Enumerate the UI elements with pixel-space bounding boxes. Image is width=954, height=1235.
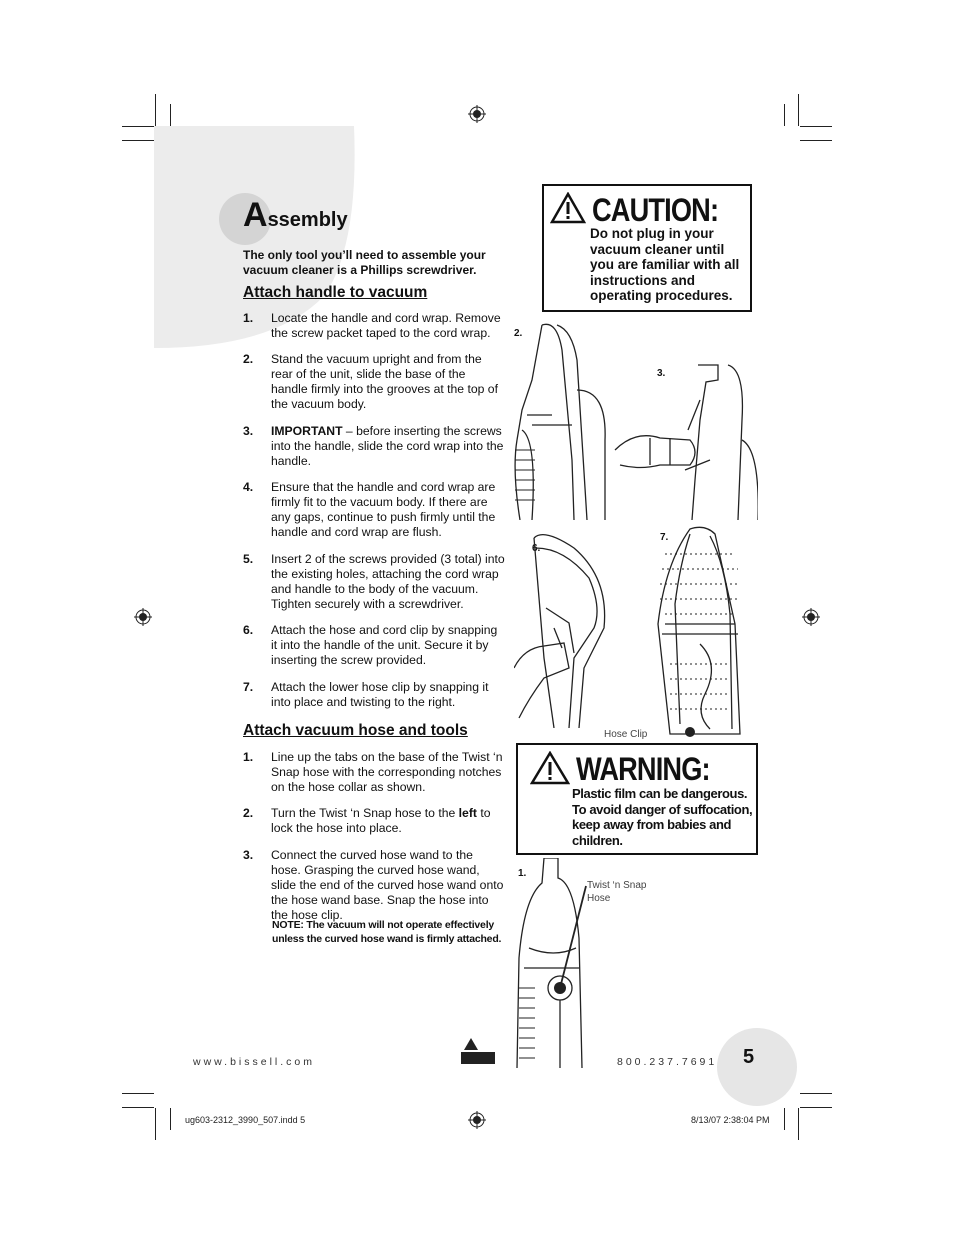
twist-snap-label: Twist ‘n Snap Hose: [587, 880, 647, 904]
crop-mark: [800, 140, 832, 141]
page-title: Assembly: [243, 196, 348, 234]
warning-triangle-icon: [530, 751, 570, 785]
slug-date: 8/13/07 2:38:04 PM: [691, 1115, 770, 1125]
bissell-logo: [461, 1036, 495, 1066]
figure-label: 1.: [518, 868, 527, 879]
website-text: www.bissell.com: [193, 1056, 316, 1068]
crop-mark: [122, 126, 154, 127]
intro-text: The only tool you’ll need to assemble your vacuum cleaner is a Phillips screwdriver.: [243, 248, 486, 277]
registration-mark-icon: [468, 1111, 486, 1129]
registration-mark-icon: [134, 608, 152, 626]
crop-mark: [800, 126, 832, 127]
page-number-circle: [717, 1028, 797, 1106]
registration-mark-icon: [802, 608, 820, 626]
note-text: NOTE: The vacuum will not operate effectively unless the curved hose wand is firmly attached.: [272, 919, 502, 945]
figure-label: 6.: [532, 543, 541, 554]
figure-label: 2.: [514, 328, 523, 339]
warning-text: Plastic film can be dangerous. To avoid danger of suffocation, keep away from babies and children.: [572, 786, 753, 848]
slug-file: ug603-2312_3990_507.indd 5: [185, 1115, 306, 1125]
illustration-step-3: [610, 360, 758, 520]
illustration-hose-1: [514, 858, 590, 1068]
caution-box: [542, 184, 752, 312]
illustration-step-6: [514, 528, 614, 728]
registration-mark-icon: [468, 105, 486, 123]
illustration-step-2: [512, 320, 612, 520]
crop-mark: [800, 1093, 832, 1094]
crop-mark: [122, 1107, 154, 1108]
crop-mark: [170, 104, 171, 126]
crop-mark: [155, 1108, 156, 1140]
section-title-hose: Attach vacuum hose and tools: [243, 722, 468, 739]
section-title-handle: Attach handle to vacuum: [243, 284, 428, 301]
phone-number: 800.237.7691: [617, 1056, 718, 1068]
caution-title: CAUTION:: [592, 192, 719, 228]
crop-mark: [800, 1107, 832, 1108]
warning-title: WARNING:: [576, 751, 710, 787]
crop-mark: [784, 104, 785, 126]
crop-mark: [122, 140, 154, 141]
crop-mark: [122, 1093, 154, 1094]
crop-mark: [170, 1108, 171, 1130]
bissell-logo-icon: [461, 1036, 495, 1066]
warning-box: [516, 743, 758, 855]
page-number: 5: [743, 1046, 755, 1068]
warning-triangle-icon: [550, 192, 586, 224]
crop-mark: [798, 1108, 799, 1140]
crop-mark: [798, 94, 799, 126]
crop-mark: [155, 94, 156, 126]
caution-text: Do not plug in your vacuum cleaner until you are familiar with all instructions and operating procedures.: [590, 226, 740, 303]
figure-label: 3.: [657, 368, 666, 379]
figure-label: 7.: [660, 532, 669, 543]
hose-clip-label: Hose Clip: [604, 729, 648, 740]
crop-mark: [784, 1108, 785, 1130]
illustration-step-7: [650, 524, 750, 742]
